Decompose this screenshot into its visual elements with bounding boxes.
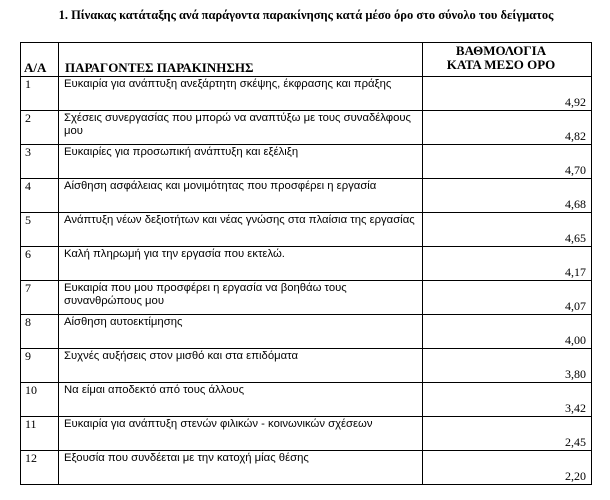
header-score-line2: ΚΑΤΑ ΜΕΣΟ ΟΡΟ <box>446 57 556 72</box>
row-factor: Καλή πληρωμή για την εργασία που εκτελώ. <box>59 247 423 281</box>
row-score: 4,00 <box>423 315 592 349</box>
row-score: 2,45 <box>423 417 592 451</box>
row-score: 4,92 <box>423 77 592 111</box>
motivation-ranking-table <box>20 42 592 485</box>
row-score: 4,82 <box>423 111 592 145</box>
row-number: 8 <box>21 315 59 349</box>
row-factor: Αίσθηση αυτοεκτίμησης <box>59 315 423 349</box>
row-score: 2,20 <box>423 451 592 485</box>
header-score <box>423 43 592 77</box>
row-factor: Συχνές αυξήσεις στον μισθό και στα επιδόματα <box>59 349 423 383</box>
table-row <box>21 247 592 281</box>
row-factor: Ευκαιρία που μου προσφέρει η εργασία να βοηθάω τους συνανθρώπους μου <box>59 281 423 315</box>
row-score: 4,65 <box>423 213 592 247</box>
row-score: 4,70 <box>423 145 592 179</box>
table-row <box>21 145 592 179</box>
row-factor: Αίσθηση ασφάλειας και μονιμότητας που προσφέρει η εργασία <box>59 179 423 213</box>
row-number: 5 <box>21 213 59 247</box>
table-row <box>21 111 592 145</box>
header-row <box>21 43 592 77</box>
row-factor: Ευκαιρία για ανάπτυξη στενών φιλικών - κοινωνικών σχέσεων <box>59 417 423 451</box>
header-score-line1: ΒΑΘΜΟΛΟΓΙΑ <box>455 43 547 58</box>
row-number: 9 <box>21 349 59 383</box>
row-factor: Ευκαιρίες για προσωπική ανάπτυξη και εξέλιξη <box>59 145 423 179</box>
header-factor: ΠΑΡΑΓΟΝΤΕΣ ΠΑΡΑΚΙΝΗΣΗΣ <box>59 43 423 77</box>
row-factor: Να είμαι αποδεκτό από τους άλλους <box>59 383 423 417</box>
row-score: 4,17 <box>423 247 592 281</box>
row-number: 2 <box>21 111 59 145</box>
row-number: 7 <box>21 281 59 315</box>
table-row <box>21 451 592 485</box>
table-row <box>21 417 592 451</box>
row-number: 12 <box>21 451 59 485</box>
table-title: 1. Πίνακας κατάταξης ανά παράγοντα παρακίνησης κατά μέσο όρο στο σύνολο του δείγματος <box>58 8 554 22</box>
row-factor: Εξουσία που συνδέεται με την κατοχή μίας θέσης <box>59 451 423 485</box>
row-factor: Ευκαιρία για ανάπτυξη ανεξάρτητη σκέψης, έκφρασης και πράξης <box>59 77 423 111</box>
row-number: 4 <box>21 179 59 213</box>
row-number: 3 <box>21 145 59 179</box>
row-number: 1 <box>21 77 59 111</box>
row-score: 3,42 <box>423 383 592 417</box>
table-row <box>21 281 592 315</box>
row-number: 10 <box>21 383 59 417</box>
row-number: 6 <box>21 247 59 281</box>
table-row <box>21 349 592 383</box>
table-row <box>21 77 592 111</box>
row-score: 3,80 <box>423 349 592 383</box>
table-row <box>21 213 592 247</box>
row-score: 4,68 <box>423 179 592 213</box>
table-row <box>21 179 592 213</box>
row-factor: Σχέσεις συνεργασίας που μπορώ να αναπτύξω με τους συναδέλφους μου <box>59 111 423 145</box>
row-score: 4,07 <box>423 281 592 315</box>
row-number: 11 <box>21 417 59 451</box>
table-row <box>21 315 592 349</box>
row-factor: Ανάπτυξη νέων δεξιοτήτων και νέας γνώσης στα πλαίσια της εργασίας <box>59 213 423 247</box>
table-row <box>21 383 592 417</box>
header-number: Α/Α <box>21 43 59 77</box>
